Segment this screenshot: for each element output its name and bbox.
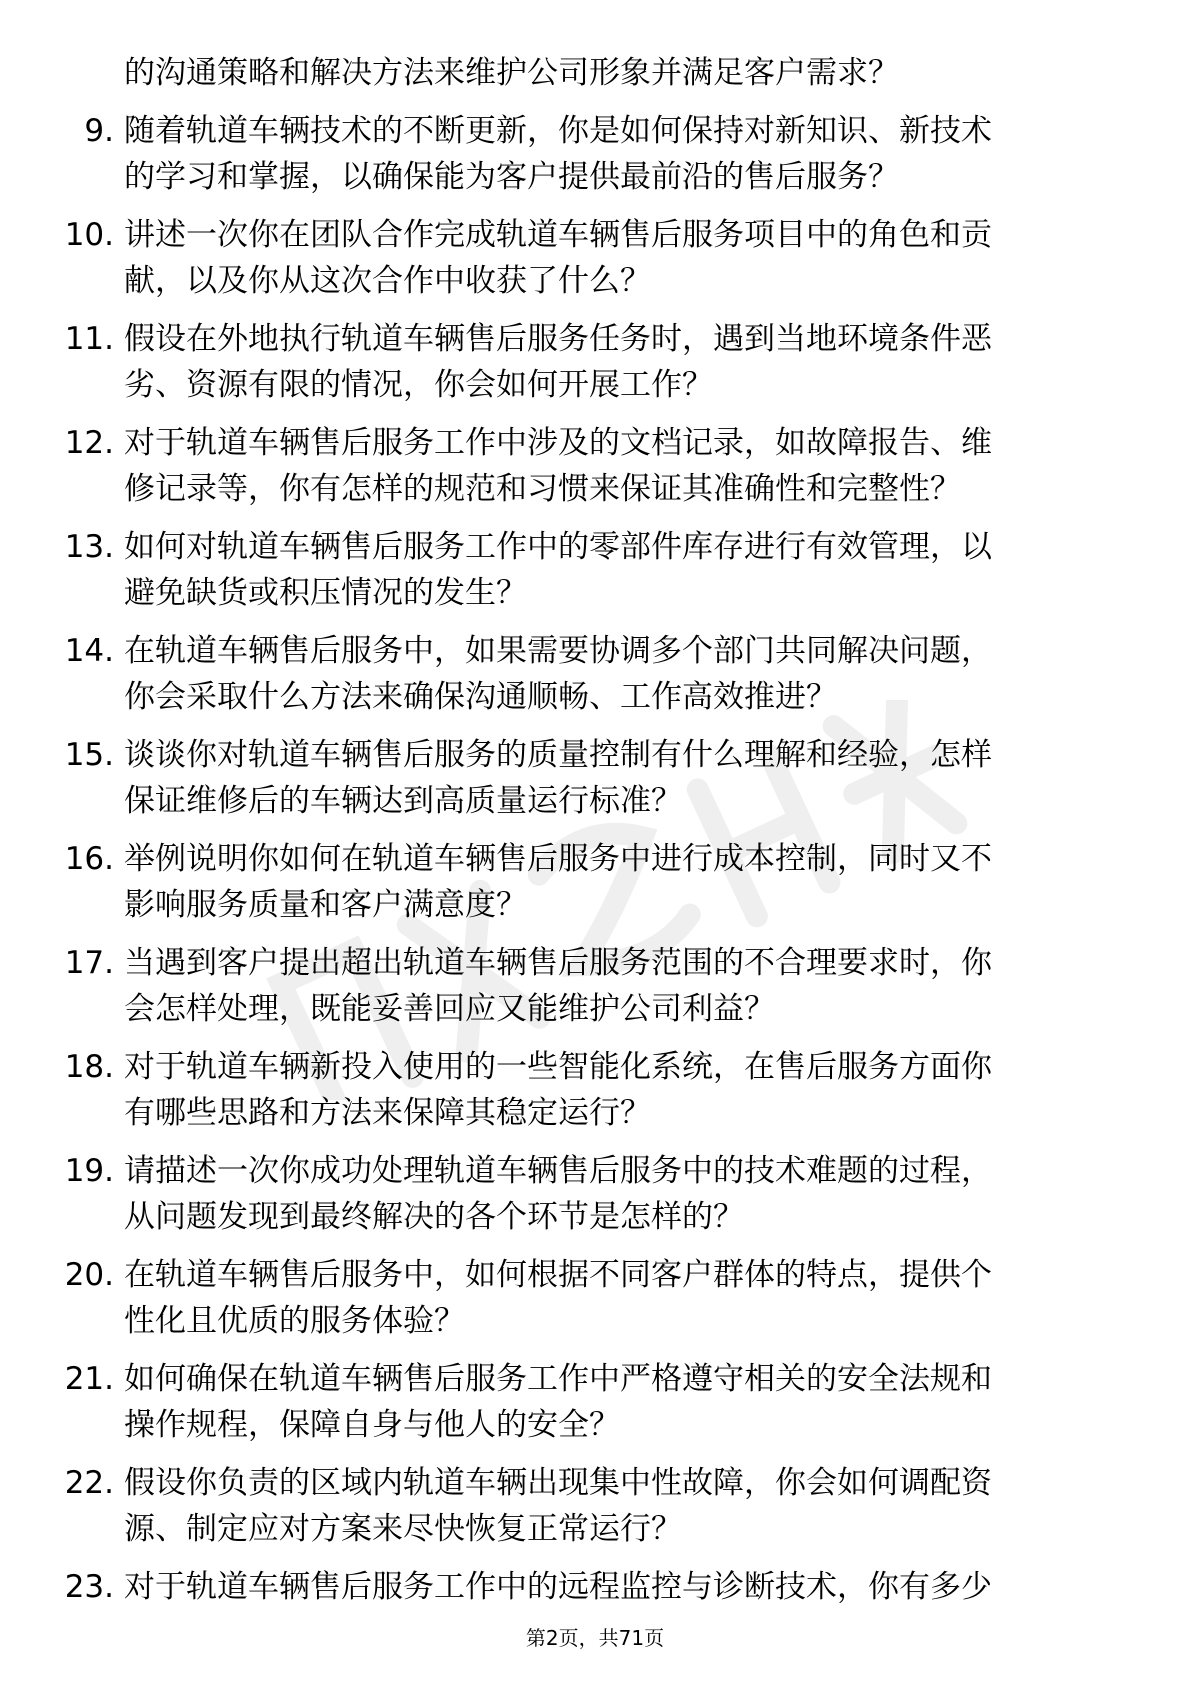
question-line: 当遇到客户提出超出轨道车辆售后服务范围的不合理要求时，你	[124, 945, 992, 981]
question-number: 19.	[64, 1153, 114, 1189]
question-line: 在轨道车辆售后服务中，如果需要协调多个部门共同解决问题，	[124, 633, 992, 669]
question-line: 你会采取什么方法来确保沟通顺畅、工作高效推进？	[124, 679, 837, 715]
question-line: 对于轨道车辆售后服务工作中涉及的文档记录，如故障报告、维	[124, 425, 992, 461]
question-text	[124, 1148, 1114, 1240]
question-text	[124, 1252, 1114, 1344]
question-text	[124, 524, 1114, 616]
page-footer: 第2页，共71页	[525, 1626, 665, 1650]
question-text	[124, 836, 1114, 928]
question-number: 23.	[64, 1569, 114, 1605]
question-line: 对于轨道车辆售后服务工作中的远程监控与诊断技术，你有多少	[124, 1569, 992, 1605]
question-item	[0, 316, 1190, 416]
question-line: 假设你负责的区域内轨道车辆出现集中性故障，你会如何调配资	[124, 1465, 992, 1501]
question-line: 在轨道车辆售后服务中，如何根据不同客户群体的特点，提供个	[124, 1257, 992, 1293]
question-number: 10.	[64, 217, 114, 253]
question-line: 操作规程，保障自身与他人的安全？	[124, 1407, 620, 1443]
question-line: 的学习和掌握，以确保能为客户提供最前沿的售后服务？	[124, 159, 899, 195]
question-line: 献，以及你从这次合作中收获了什么？	[124, 263, 651, 299]
question-text	[124, 108, 1114, 200]
question-line: 请描述一次你成功处理轨道车辆售后服务中的技术难题的过程，	[124, 1153, 992, 1189]
question-number: 17.	[64, 945, 114, 981]
question-line: 讲述一次你在团队合作完成轨道车辆售后服务项目中的角色和贡	[124, 217, 992, 253]
question-line: 假设在外地执行轨道车辆售后服务任务时，遇到当地环境条件恶	[124, 321, 992, 357]
question-number: 9.	[84, 113, 114, 149]
question-text	[124, 1044, 1114, 1136]
question-line: 源、制定应对方案来尽快恢复正常运行？	[124, 1511, 682, 1547]
question-line: 谈谈你对轨道车辆售后服务的质量控制有什么理解和经验，怎样	[124, 737, 992, 773]
question-number: 15.	[64, 737, 114, 773]
question-number: 13.	[64, 529, 114, 565]
question-line: 随着轨道车辆技术的不断更新，你是如何保持对新知识、新技术	[124, 113, 992, 149]
question-item	[0, 1356, 1190, 1456]
question-line: 影响服务质量和客户满意度？	[124, 887, 527, 923]
question-number: 14.	[64, 633, 114, 669]
question-line: 从问题发现到最终解决的各个环节是怎样的？	[124, 1199, 744, 1235]
question-item	[0, 628, 1190, 728]
question-line: 如何对轨道车辆售后服务工作中的零部件库存进行有效管理，以	[124, 529, 992, 565]
continuation-text: 的沟通策略和解决方法来维护公司形象并满足客户需求？	[124, 55, 899, 91]
question-list	[0, 108, 1190, 1668]
question-text	[124, 1356, 1114, 1448]
question-item	[0, 732, 1190, 832]
question-line: 对于轨道车辆新投入使用的一些智能化系统，在售后服务方面你	[124, 1049, 992, 1085]
question-text	[124, 732, 1114, 824]
question-number: 18.	[64, 1049, 114, 1085]
question-text	[124, 420, 1114, 512]
question-item	[0, 212, 1190, 312]
question-number: 22.	[64, 1465, 114, 1501]
question-text	[124, 1564, 1114, 1610]
question-line: 举例说明你如何在轨道车辆售后服务中进行成本控制，同时又不	[124, 841, 992, 877]
question-text	[124, 212, 1114, 304]
question-line: 修记录等，你有怎样的规范和习惯来保证其准确性和完整性？	[124, 471, 961, 507]
question-item	[0, 524, 1190, 624]
question-item	[0, 1148, 1190, 1248]
question-line: 有哪些思路和方法来保障其稳定运行？	[124, 1095, 651, 1131]
question-number: 16.	[64, 841, 114, 877]
question-number: 12.	[64, 425, 114, 461]
question-line: 避免缺货或积压情况的发生？	[124, 575, 527, 611]
question-text	[124, 1460, 1114, 1552]
question-item	[0, 1044, 1190, 1144]
question-number: 20.	[64, 1257, 114, 1293]
question-item	[0, 940, 1190, 1040]
question-item	[0, 420, 1190, 520]
question-item	[0, 836, 1190, 936]
question-text	[124, 940, 1114, 1032]
question-text	[124, 316, 1114, 408]
question-item	[0, 108, 1190, 208]
question-line: 如何确保在轨道车辆售后服务工作中严格遵守相关的安全法规和	[124, 1361, 992, 1397]
question-number: 21.	[64, 1361, 114, 1397]
question-item	[0, 1460, 1190, 1560]
question-text	[124, 628, 1114, 720]
question-line: 劣、资源有限的情况，你会如何开展工作？	[124, 367, 713, 403]
question-line: 性化且优质的服务体验？	[124, 1303, 465, 1339]
question-number: 11.	[64, 321, 114, 357]
question-item	[0, 1252, 1190, 1352]
question-line: 保证维修后的车辆达到高质量运行标准？	[124, 783, 682, 819]
question-line: 会怎样处理，既能妥善回应又能维护公司利益？	[124, 991, 775, 1027]
